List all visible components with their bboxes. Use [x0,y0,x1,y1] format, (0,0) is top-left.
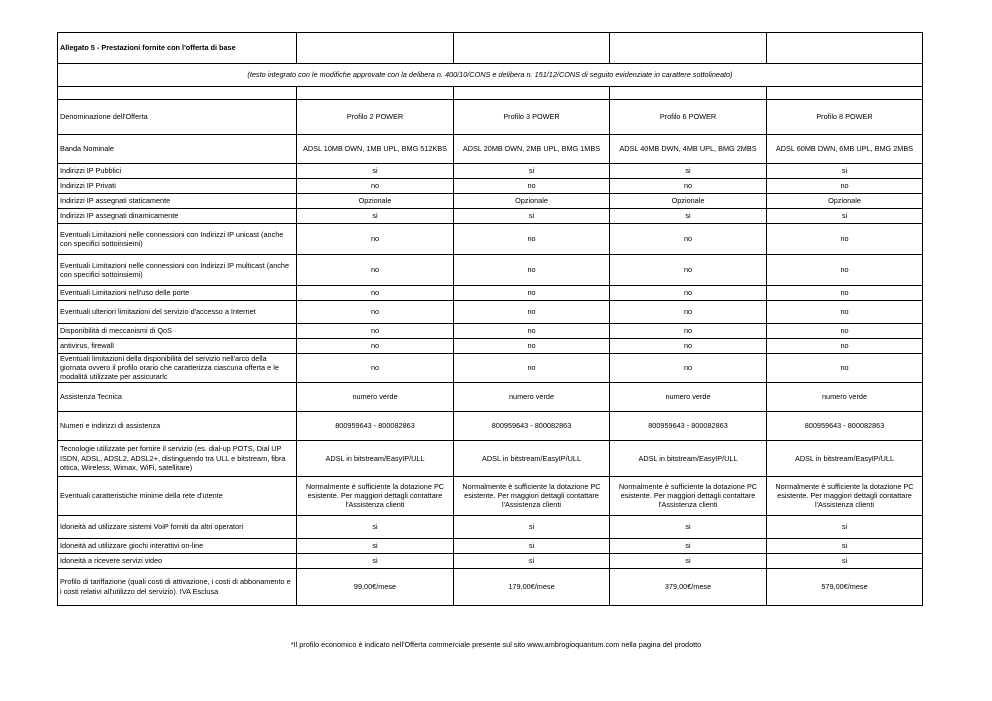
row-label: Indirizzi IP Privati [58,179,297,194]
spacer-row [58,87,923,100]
row-value: no [297,324,454,339]
row-value: Opzionale [610,194,767,209]
row-value: si [454,164,610,179]
row-value: no [610,179,767,194]
row-label: Idoneità ad utilizzare giochi interattivi on-line [58,538,297,553]
row-label: Eventuali caratteristiche minime della rete d'utente [58,476,297,515]
row-value: Opzionale [297,194,454,209]
table-row [58,538,923,553]
row-value: si [767,538,923,553]
footnote: *Il profilo economico è indicato nell'Offerta commerciale presente sul sito www.ambrogioquantum.com nella pagina del prodotto [290,640,702,649]
row-value: no [297,286,454,301]
row-label: Numeri e indirizzi di assistenza [58,411,297,440]
table-row [58,382,923,411]
row-value: numero verde [767,382,923,411]
row-value: no [610,354,767,383]
row-label: antivirus, firewall [58,339,297,354]
row-value: no [610,339,767,354]
row-label: Profilo di tariffazione (quali costi di attivazione, i costi di abbonamento e i costi relativi all'utilizzo del servizio). IVA Esclusa [58,568,297,605]
profile-header: Profilo 3 POWER [454,100,610,135]
row-value: Normalmente è sufficiente la dotazione PC esistente. Per maggiori dettagli contattare l'Assistenza clienti [610,476,767,515]
table-row [58,194,923,209]
row-value: ADSL in bitstream/EasyIP/ULL [454,440,610,476]
row-label: Idoneità a ricevere servizi video [58,553,297,568]
row-value: no [767,255,923,286]
row-value: Opzionale [454,194,610,209]
row-value: 800959643 - 800082863 [610,411,767,440]
row-value: si [454,515,610,538]
row-value: 179,00€/mese [454,568,610,605]
row-value: si [610,209,767,224]
row-value: no [767,354,923,383]
row-value: no [454,286,610,301]
table-row [58,339,923,354]
table-row [58,286,923,301]
row-value: no [297,224,454,255]
row-value: 379,00€/mese [610,568,767,605]
row-value: ADSL in bitstream/EasyIP/ULL [610,440,767,476]
profile-header: Profilo 2 POWER [297,100,454,135]
row-value: si [297,209,454,224]
table-row [58,224,923,255]
table-row [58,553,923,568]
table-row [58,209,923,224]
row-label: Disponibilità di meccanismi di QoS [58,324,297,339]
row-value: si [767,209,923,224]
row-value: ADSL in bitstream/EasyIP/ULL [767,440,923,476]
row-value: si [610,515,767,538]
row-value: numero verde [610,382,767,411]
row-value: si [454,538,610,553]
row-value: 800959643 - 800082863 [767,411,923,440]
blank-cell [767,33,923,64]
row-value: Normalmente è sufficiente la dotazione PC esistente. Per maggiori dettagli contattare l'Assistenza clienti [767,476,923,515]
table-row [58,301,923,324]
row-value: Normalmente è sufficiente la dotazione PC esistente. Per maggiori dettagli contattare l'Assistenza clienti [297,476,454,515]
row-value: si [767,553,923,568]
row-value: numero verde [297,382,454,411]
row-value: si [297,164,454,179]
document-title: Allegato 5 - Prestazioni fornite con l'offerta di base [58,33,297,64]
row-value: si [767,515,923,538]
row-value: si [610,553,767,568]
subtitle-row [58,64,923,87]
row-value: no [454,255,610,286]
blank-cell [454,33,610,64]
row-value: Opzionale [767,194,923,209]
row-label: Idoneità ad utilizzare sistemi VoiP forniti da altri operatori [58,515,297,538]
table-row [58,164,923,179]
table-row [58,354,923,383]
table-row [58,568,923,605]
row-label: Eventuali Limitazioni nelle connessioni con Indirizzi IP unicast (anche con specifici sottoinsiemi) [58,224,297,255]
row-value: no [454,179,610,194]
row-value: ADSL in bitstream/EasyIP/ULL [297,440,454,476]
row-label: Banda Nominale [58,135,297,164]
row-value: ADSL 40MB DWN, 4MB UPL, BMG 2MBS [610,135,767,164]
row-label: Eventuali Limitazioni nell'uso delle porte [58,286,297,301]
row-value: si [297,515,454,538]
row-value: no [297,255,454,286]
row-value: no [610,301,767,324]
row-value: no [767,301,923,324]
row-label: Indirizzi IP assegnati staticamente [58,194,297,209]
row-label: Eventuali Limitazioni nelle connessioni con Indirizzi IP multicast (anche con specifici sottoinsiemi) [58,255,297,286]
row-value: si [454,209,610,224]
header-row [58,100,923,135]
row-value: numero verde [454,382,610,411]
row-label: Tecnologie utilizzate per fornire il servizio (es. dial-up POTS, Dial UP ISDN, ADSL, ADSL2, ADSL2+, distinguendo tra ULL e bitstream, fibra ottica, Wireless, Wimax, WiFi, satellitare) [58,440,297,476]
row-value: 99,00€/mese [297,568,454,605]
row-value: no [454,224,610,255]
profile-header: Profilo 6 POWER [610,100,767,135]
row-value: ADSL 10MB DWN, 1MB UPL, BMG 512KBS [297,135,454,164]
row-value: si [297,553,454,568]
row-value: Normalmente è sufficiente la dotazione PC esistente. Per maggiori dettagli contattare l'Assistenza clienti [454,476,610,515]
row-label: Indirizzi IP assegnati dinamicamente [58,209,297,224]
row-value: no [767,324,923,339]
row-value: no [454,301,610,324]
row-value: no [454,324,610,339]
row-value: no [297,179,454,194]
row-value: si [454,553,610,568]
table-row [58,135,923,164]
row-value: si [610,164,767,179]
row-value: no [767,179,923,194]
blank-cell [297,33,454,64]
row-value: 800959643 - 800082863 [454,411,610,440]
row-value: si [297,538,454,553]
row-value: si [610,538,767,553]
row-value: no [297,301,454,324]
table-row [58,515,923,538]
table-row [58,476,923,515]
row-value: no [297,339,454,354]
row-value: no [767,224,923,255]
header-label: Denominazione dell'Offerta [58,100,297,135]
row-value: no [610,255,767,286]
table-row [58,324,923,339]
row-value: no [454,339,610,354]
profile-header: Profilo 8 POWER [767,100,923,135]
offer-table [57,32,923,606]
row-value: no [767,286,923,301]
row-value: no [297,354,454,383]
row-label: Indirizzi IP Pubblici [58,164,297,179]
row-value: 579,00€/mese [767,568,923,605]
row-value: no [454,354,610,383]
row-value: no [610,224,767,255]
row-value: ADSL 20MB DWN, 2MB UPL, BMG 1MBS [454,135,610,164]
blank-cell [610,33,767,64]
table-row [58,411,923,440]
row-value: si [767,164,923,179]
row-value: no [610,286,767,301]
table-row [58,179,923,194]
row-value: no [767,339,923,354]
row-label: Assistenza Tecnica [58,382,297,411]
table-row [58,255,923,286]
row-value: ADSL 60MB DWN, 6MB UPL, BMG 2MBS [767,135,923,164]
row-label: Eventuali ulteriori limitazioni del servizio d'accesso a Internet [58,301,297,324]
row-value: no [610,324,767,339]
table-row [58,440,923,476]
row-label: Eventuali limitazioni della disponibilità del servizio nell'arco della giornata ovvero il profilo orario che caratterizza ciascuna offerta e le modalità utilizzate per assicurarlc [58,354,297,383]
document-subtitle: (testo integrato con le modifiche approvate con la delibera n. 400/10/CONS e delibera n. 151/12/CONS di seguito evidenziate in carattere sottolineato) [58,64,923,87]
title-row [58,33,923,64]
row-value: 800959643 - 800082863 [297,411,454,440]
